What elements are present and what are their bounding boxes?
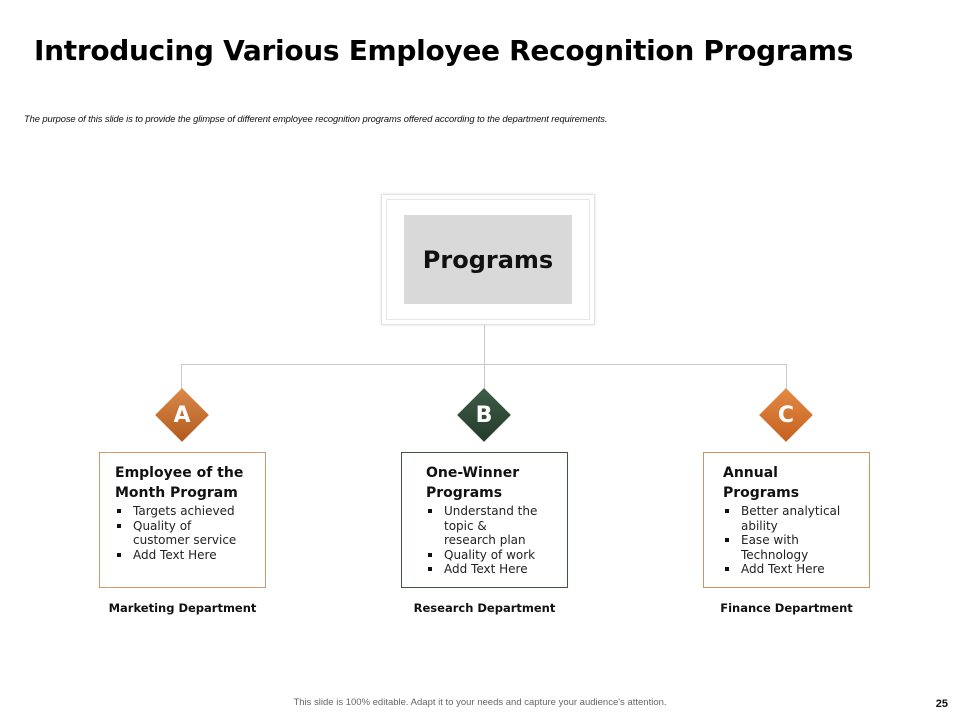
department-label-a: Marketing Department [108,601,257,615]
bullet-item: Add Text Here [723,562,840,577]
bullet-item-continuation: research plan [444,533,526,548]
connector-horizontal [181,364,787,365]
department-label-c: Finance Department [720,601,853,615]
programs-box: Programs [404,215,572,304]
slide-title: Introducing Various Employee Recognition Programs [34,34,854,67]
program-bullet-list [115,504,236,562]
bullet-item: Add Text Here [115,548,236,563]
bullet-item: Ease with [723,533,840,548]
bullet-item: Understand the [426,504,537,519]
program-bullet-list [723,504,840,577]
bullet-item-continuation: Technology [741,547,809,562]
bullet-item: Add Text Here [426,562,537,577]
footer-note: This slide is 100% editable. Adapt it to your needs and capture your audience's attention. [293,697,667,708]
diamond-c-letter: C [777,402,795,428]
bullet-item: Targets achieved [115,504,236,519]
bullet-item-continuation: topic & [444,518,487,533]
program-card-c [703,452,870,588]
diamond-a-letter: A [173,402,191,428]
bullet-item: Quality of [115,519,236,534]
slide-subtitle: The purpose of this slide is to provide the glimpse of different employee recognition programs offered according to the department requirements. [24,113,608,124]
bullet-item-continuation: customer service [133,533,237,548]
program-card-title: Annual Programs [723,465,800,501]
program-card-title: One-Winner Programs [426,465,520,501]
program-card-b [401,452,568,588]
bullet-item: Quality of work [426,548,537,563]
bullet-item: Better analytical [723,504,840,519]
bullet-item-continuation: ability [741,518,778,533]
program-card-a [99,452,266,588]
program-card-title: Employee of the Month Program [115,465,244,501]
program-bullet-list [426,504,537,577]
diamond-b-letter: B [475,402,493,428]
page-number: 25 [935,698,948,710]
department-label-b: Research Department [413,601,556,615]
